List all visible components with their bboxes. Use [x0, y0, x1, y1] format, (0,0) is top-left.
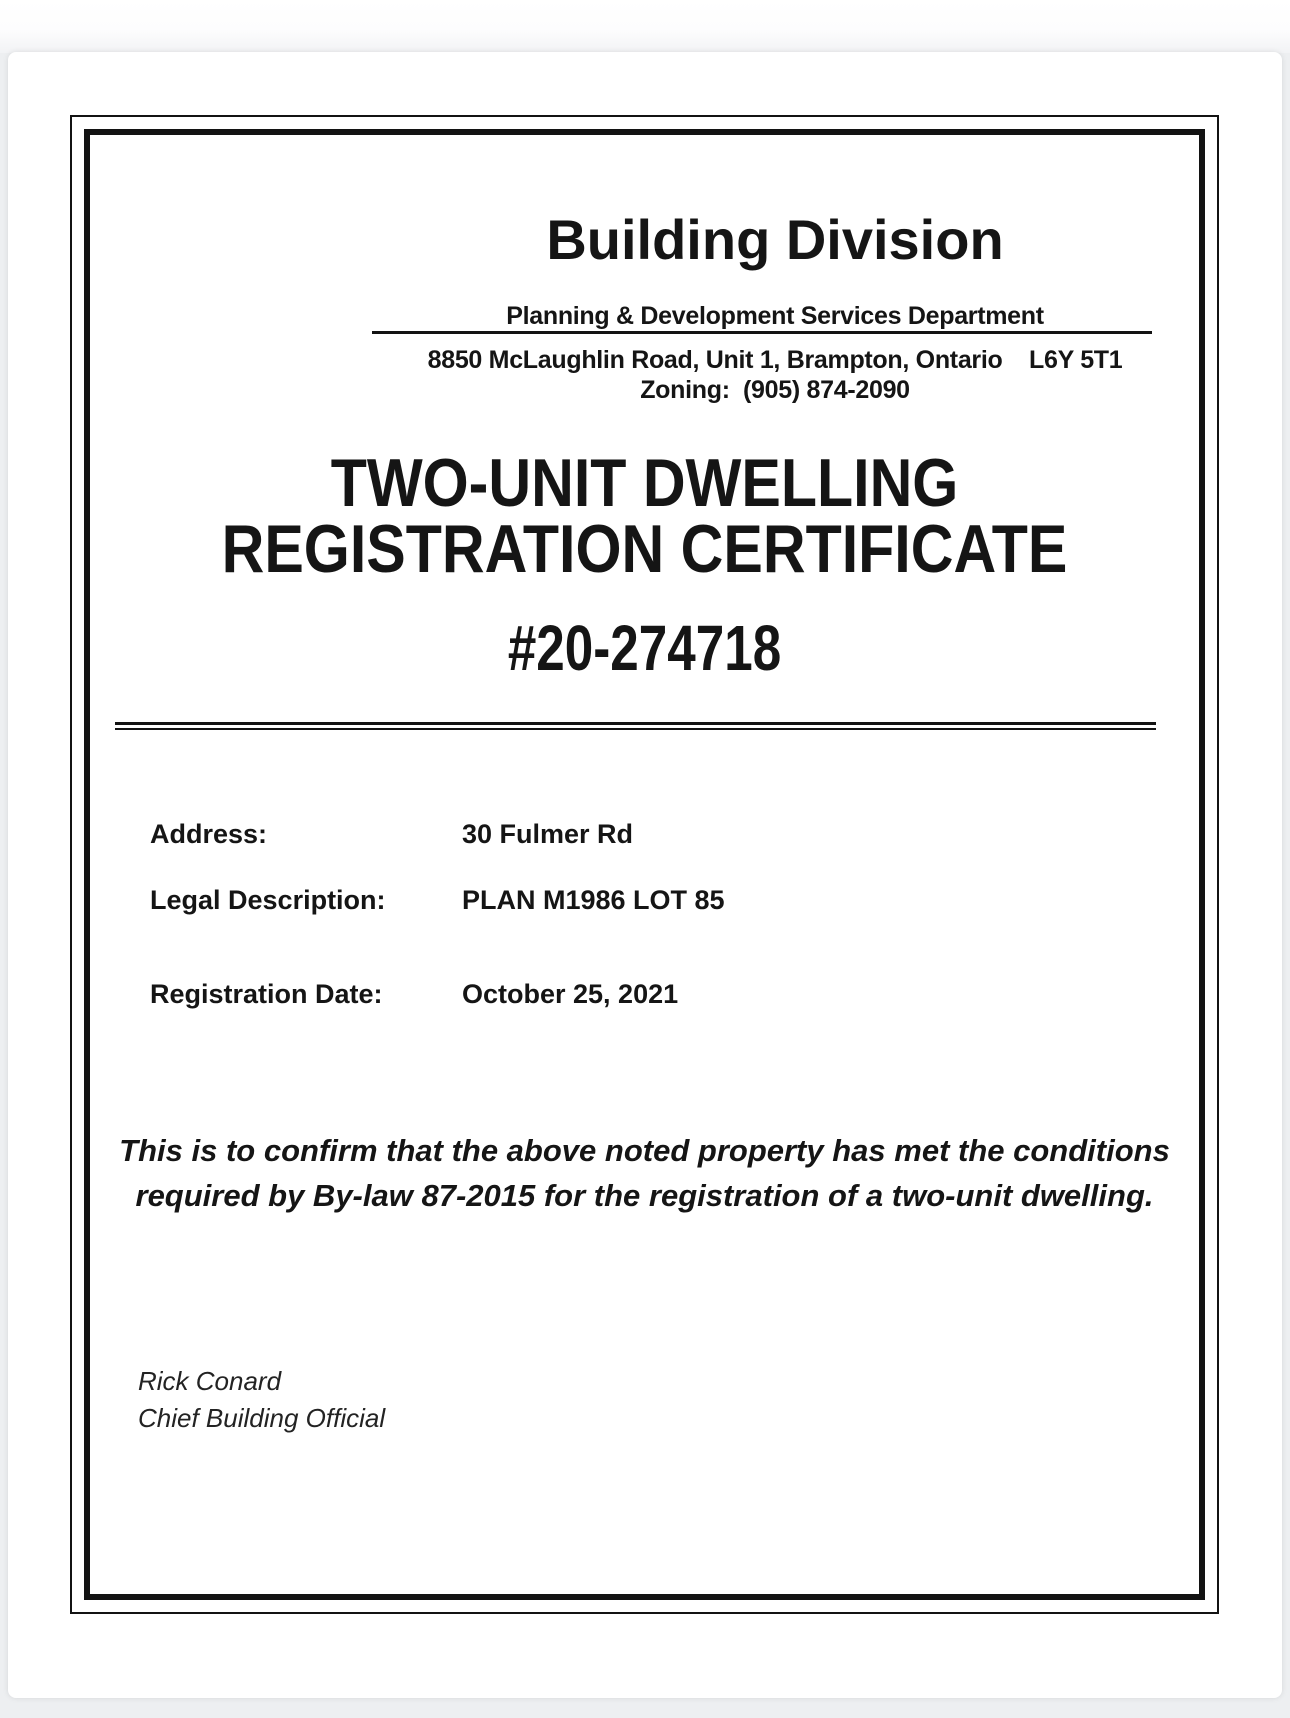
certificate-number: #20-274718 — [507, 612, 782, 684]
department-subtitle: Planning & Development Services Department — [506, 302, 1044, 330]
registration-date-field-value: October 25, 2021 — [462, 979, 679, 1009]
signature-title: Chief Building Official — [138, 1403, 386, 1433]
double-rule-divider — [115, 722, 1156, 730]
confirmation-statement-line1: This is to confirm that the above noted property has met the conditions — [119, 1133, 1170, 1168]
confirmation-statement-line2: required by By-law 87-2015 for the registration of a two-unit dwelling. — [135, 1178, 1154, 1213]
certificate-page — [8, 52, 1282, 1698]
address-field-value: 30 Fulmer Rd — [462, 819, 634, 849]
legal-description-field-label: Legal Description: — [150, 885, 386, 915]
confirmation-statement — [70, 1128, 1219, 1218]
certificate-title — [145, 445, 1145, 587]
zoning-phone-line: Zoning: (905) 874-2090 — [640, 376, 910, 404]
certificate-title-line2: REGISTRATION CERTIFICATE — [221, 511, 1068, 587]
legal-description-field-value: PLAN M1986 LOT 85 — [462, 885, 725, 915]
certificate-title-line1: TWO-UNIT DWELLING — [330, 445, 959, 521]
department-address-line: 8850 McLaughlin Road, Unit 1, Brampton, Ontario L6Y 5T1 — [427, 346, 1123, 374]
address-field-label: Address: — [150, 819, 268, 849]
department-underline — [372, 331, 1152, 334]
division-title: Building Division — [546, 208, 1004, 271]
signature-name: Rick Conard — [138, 1366, 282, 1396]
viewer-top-band — [0, 0, 1290, 53]
registration-date-field-label: Registration Date: — [150, 979, 383, 1009]
